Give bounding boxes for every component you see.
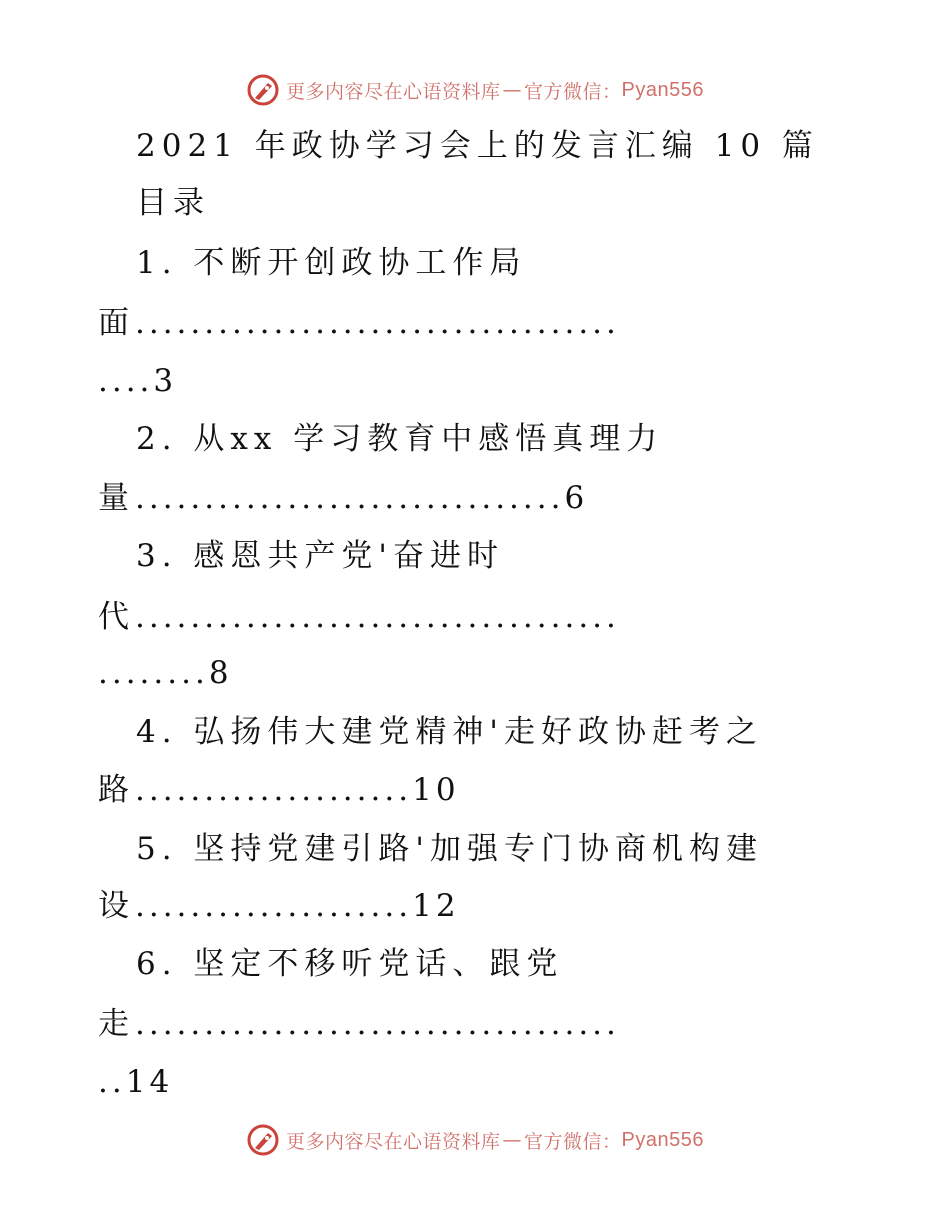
toc-entry-page-line bbox=[98, 653, 233, 693]
watermark-text: 更多内容尽在心语资料库 bbox=[286, 80, 501, 103]
toc-leader: ............................... bbox=[135, 480, 565, 516]
toc-entry-continuation-char: 设 bbox=[98, 888, 135, 924]
toc-page-number: 12 bbox=[412, 888, 460, 924]
toc-entry-continuation-char: 代 bbox=[98, 599, 135, 635]
watermark-wechat-id: Pyan556 bbox=[621, 1128, 704, 1151]
toc-entry-page-line bbox=[98, 361, 177, 401]
toc-entry-label: 2. 从xx 学习教育中感悟真理力 bbox=[136, 421, 664, 457]
toc-leader: ........ bbox=[98, 655, 209, 691]
toc-entry-label: 6. 坚定不移听党话、跟党 bbox=[136, 946, 564, 982]
toc-leader: .. bbox=[98, 1064, 126, 1100]
watermark-separator: — bbox=[502, 79, 523, 101]
toc-entry-continuation-char: 量 bbox=[98, 480, 135, 516]
toc-entry-label: 3. 感恩共产党'奋进时 bbox=[136, 538, 504, 574]
toc-entry-continuation bbox=[98, 1004, 620, 1044]
toc-entry-continuation bbox=[98, 478, 588, 518]
toc-entry-continuation bbox=[98, 886, 460, 926]
watermark-text: 更多内容尽在心语资料库 bbox=[286, 1130, 501, 1153]
watermark-label: 官方微信： bbox=[524, 80, 622, 103]
toc-entry-continuation bbox=[98, 597, 620, 637]
toc-entry-continuation bbox=[98, 770, 460, 810]
pen-circle-logo-icon bbox=[246, 73, 280, 107]
toc-entry-continuation-char: 走 bbox=[98, 1006, 135, 1042]
watermark-label: 官方微信： bbox=[524, 1130, 622, 1153]
toc-entry-label: 5. 坚持党建引路'加强专门协商机构建 bbox=[136, 831, 763, 867]
pen-circle-logo-icon bbox=[246, 1123, 280, 1157]
toc-entry-continuation-char: 面 bbox=[98, 305, 135, 341]
toc-page-number: 3 bbox=[153, 363, 178, 399]
watermark-wechat-id: Pyan556 bbox=[621, 78, 704, 101]
toc-entry-label: 1. 不断开创政协工作局 bbox=[136, 245, 527, 281]
toc-leader: ................................... bbox=[135, 599, 620, 635]
footer-watermark bbox=[0, 1120, 950, 1160]
toc-page-number: 6 bbox=[564, 480, 589, 516]
toc-entry-page-line bbox=[98, 1062, 173, 1102]
toc-leader: ................................... bbox=[135, 305, 620, 341]
toc-entry-continuation-char: 路 bbox=[98, 772, 135, 808]
toc-leader: ................................... bbox=[135, 1006, 620, 1042]
toc-entry-label: 4. 弘扬伟大建党精神'走好政协赶考之 bbox=[136, 714, 763, 750]
document-title: 2021 年政协学习会上的发言汇编 10 篇 bbox=[136, 128, 819, 164]
toc-leader: .................... bbox=[135, 888, 413, 924]
toc-page-number: 10 bbox=[412, 772, 460, 808]
toc-page-number: 8 bbox=[208, 655, 233, 691]
toc-leader: .................... bbox=[135, 772, 413, 808]
toc-entry-continuation bbox=[98, 303, 620, 343]
toc-page-number: 14 bbox=[125, 1064, 174, 1100]
toc-heading: 目录 bbox=[136, 185, 210, 221]
toc-leader: .... bbox=[98, 363, 154, 399]
header-watermark bbox=[0, 70, 950, 110]
watermark-separator: — bbox=[502, 1129, 523, 1151]
